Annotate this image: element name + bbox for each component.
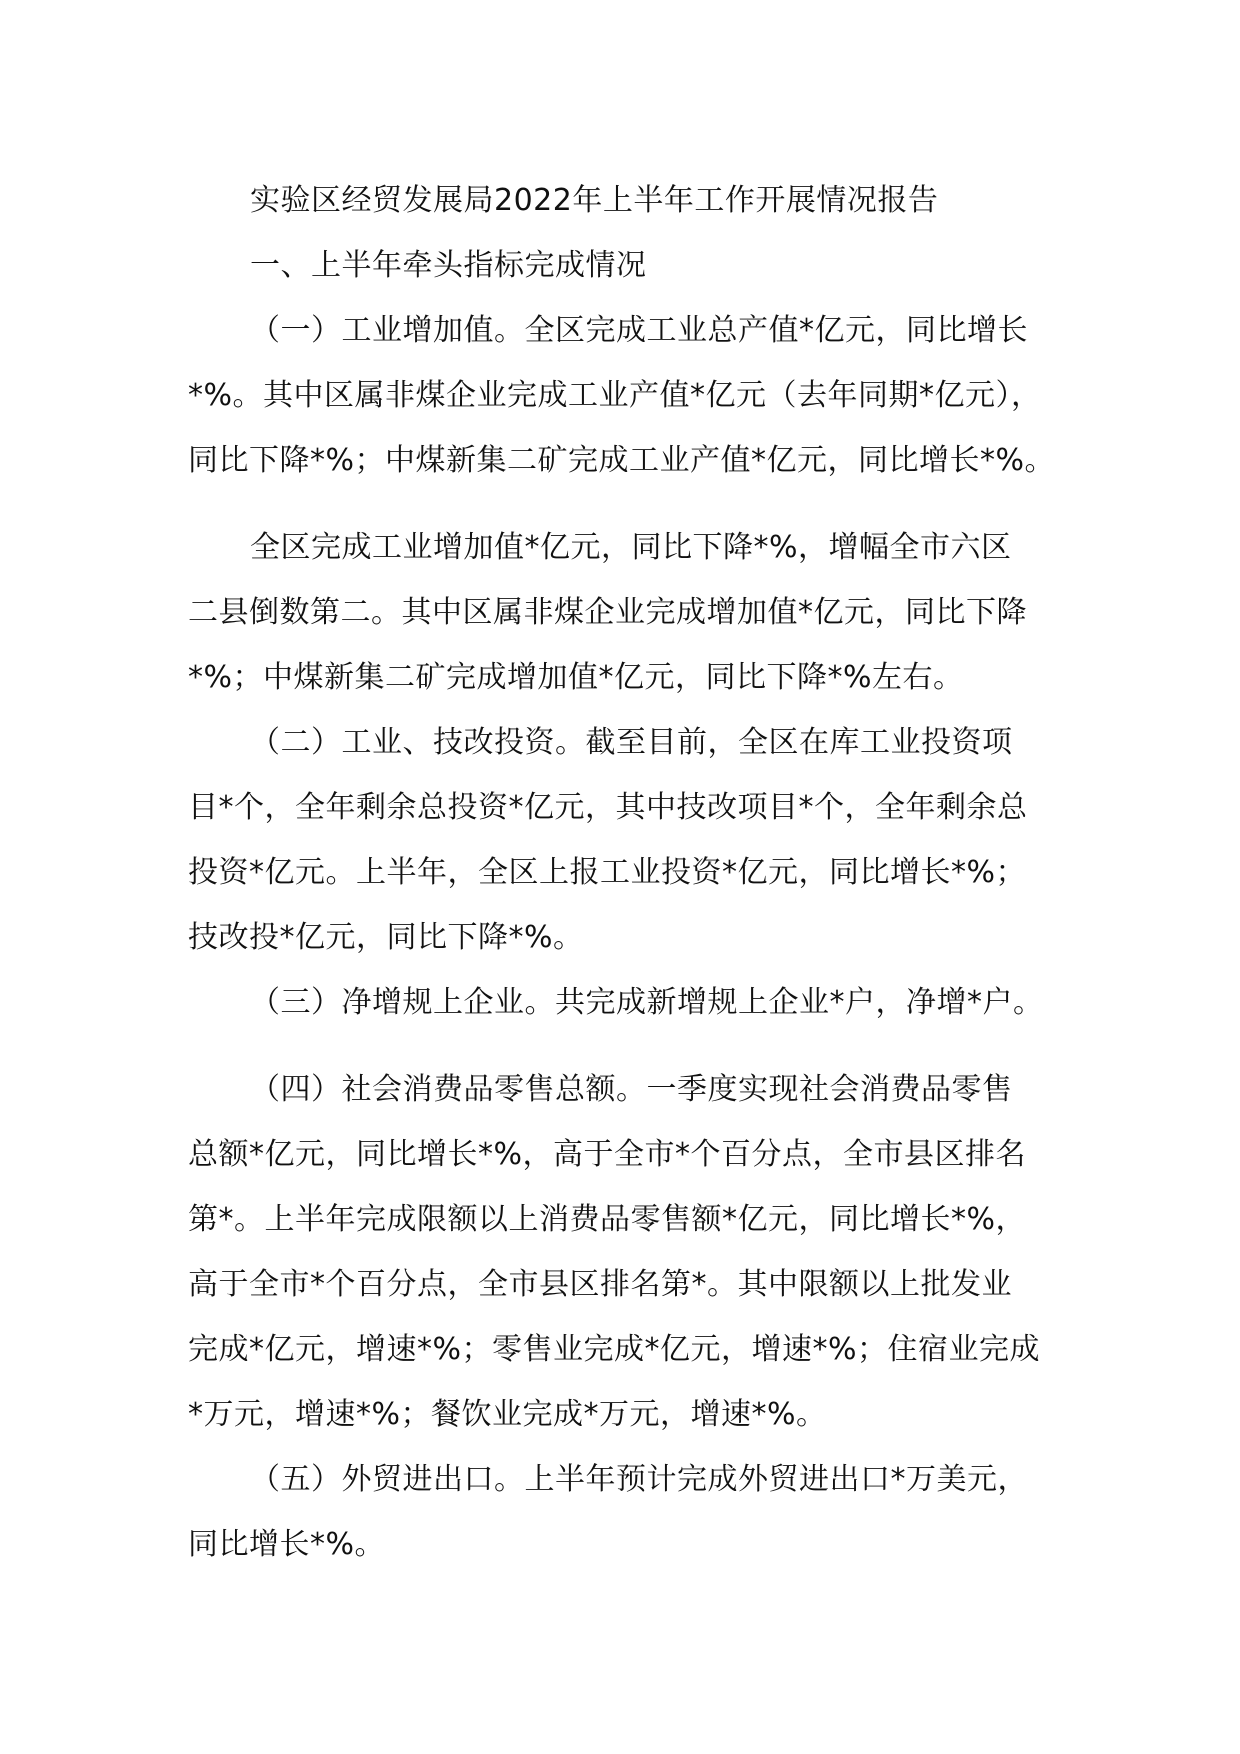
paragraph-line: （五）外贸进出口。上半年预计完成外贸进出口*万美元， — [250, 1462, 1028, 1497]
paragraph-industrial-output — [188, 298, 1068, 493]
paragraph-line: *万元，增速*%；餐饮业完成*万元，增速*%。 — [188, 1397, 827, 1432]
paragraph-value-added — [188, 515, 1068, 710]
paragraph-gap — [188, 493, 1068, 515]
paragraph-retail-sales — [188, 1057, 1068, 1447]
paragraph-new-enterprises — [188, 970, 1068, 1035]
paragraph-line: *%；中煤新集二矿完成增加值*亿元，同比下降*%左右。 — [188, 660, 964, 695]
paragraph-line: 二县倒数第二。其中区属非煤企业完成增加值*亿元，同比下降 — [188, 595, 1027, 630]
paragraph-line: 完成*亿元，增速*%；零售业完成*亿元，增速*%；住宿业完成 — [188, 1332, 1041, 1367]
paragraph-line: （二）工业、技改投资。截至目前，全区在库工业投资项 — [250, 725, 1013, 760]
document-body — [188, 168, 1068, 1577]
paragraph-line: 总额*亿元，同比增长*%，高于全市*个百分点，全市县区排名 — [188, 1137, 1027, 1172]
paragraph-foreign-trade — [188, 1447, 1068, 1577]
paragraph-line: 第*。上半年完成限额以上消费品零售额*亿元，同比增长*%， — [188, 1202, 1027, 1237]
paragraph-line: 同比增长*%。 — [188, 1527, 386, 1562]
paragraph-line: 技改投*亿元，同比下降*%。 — [188, 920, 584, 955]
section-heading: 一、上半年牵头指标完成情况 — [250, 248, 647, 283]
document-title: 实验区经贸发展局2022年上半年工作开展情况报告 — [250, 183, 939, 218]
paragraph-gap — [188, 1035, 1068, 1057]
paragraph-line: （三）净增规上企业。共完成新增规上企业*户，净增*户。 — [250, 985, 1044, 1020]
paragraph-industrial-investment — [188, 710, 1068, 970]
paragraph-line: *%。其中区属非煤企业完成工业产值*亿元（去年同期*亿元）， — [188, 378, 1042, 413]
paragraph-line: （一）工业增加值。全区完成工业总产值*亿元，同比增长 — [250, 313, 1028, 348]
paragraph-line: （四）社会消费品零售总额。一季度实现社会消费品零售 — [250, 1072, 1013, 1107]
paragraph-line: 同比下降*%；中煤新集二矿完成工业产值*亿元，同比增长*%。 — [188, 443, 1056, 478]
paragraph-line: 目*个，全年剩余总投资*亿元，其中技改项目*个，全年剩余总 — [188, 790, 1028, 825]
paragraph-line: 投资*亿元。上半年，全区上报工业投资*亿元，同比增长*%； — [188, 855, 1027, 890]
paragraph-line: 全区完成工业增加值*亿元，同比下降*%，增幅全市六区 — [250, 530, 1012, 565]
paragraph-line: 高于全市*个百分点，全市县区排名第*。其中限额以上批发业 — [188, 1267, 1012, 1302]
